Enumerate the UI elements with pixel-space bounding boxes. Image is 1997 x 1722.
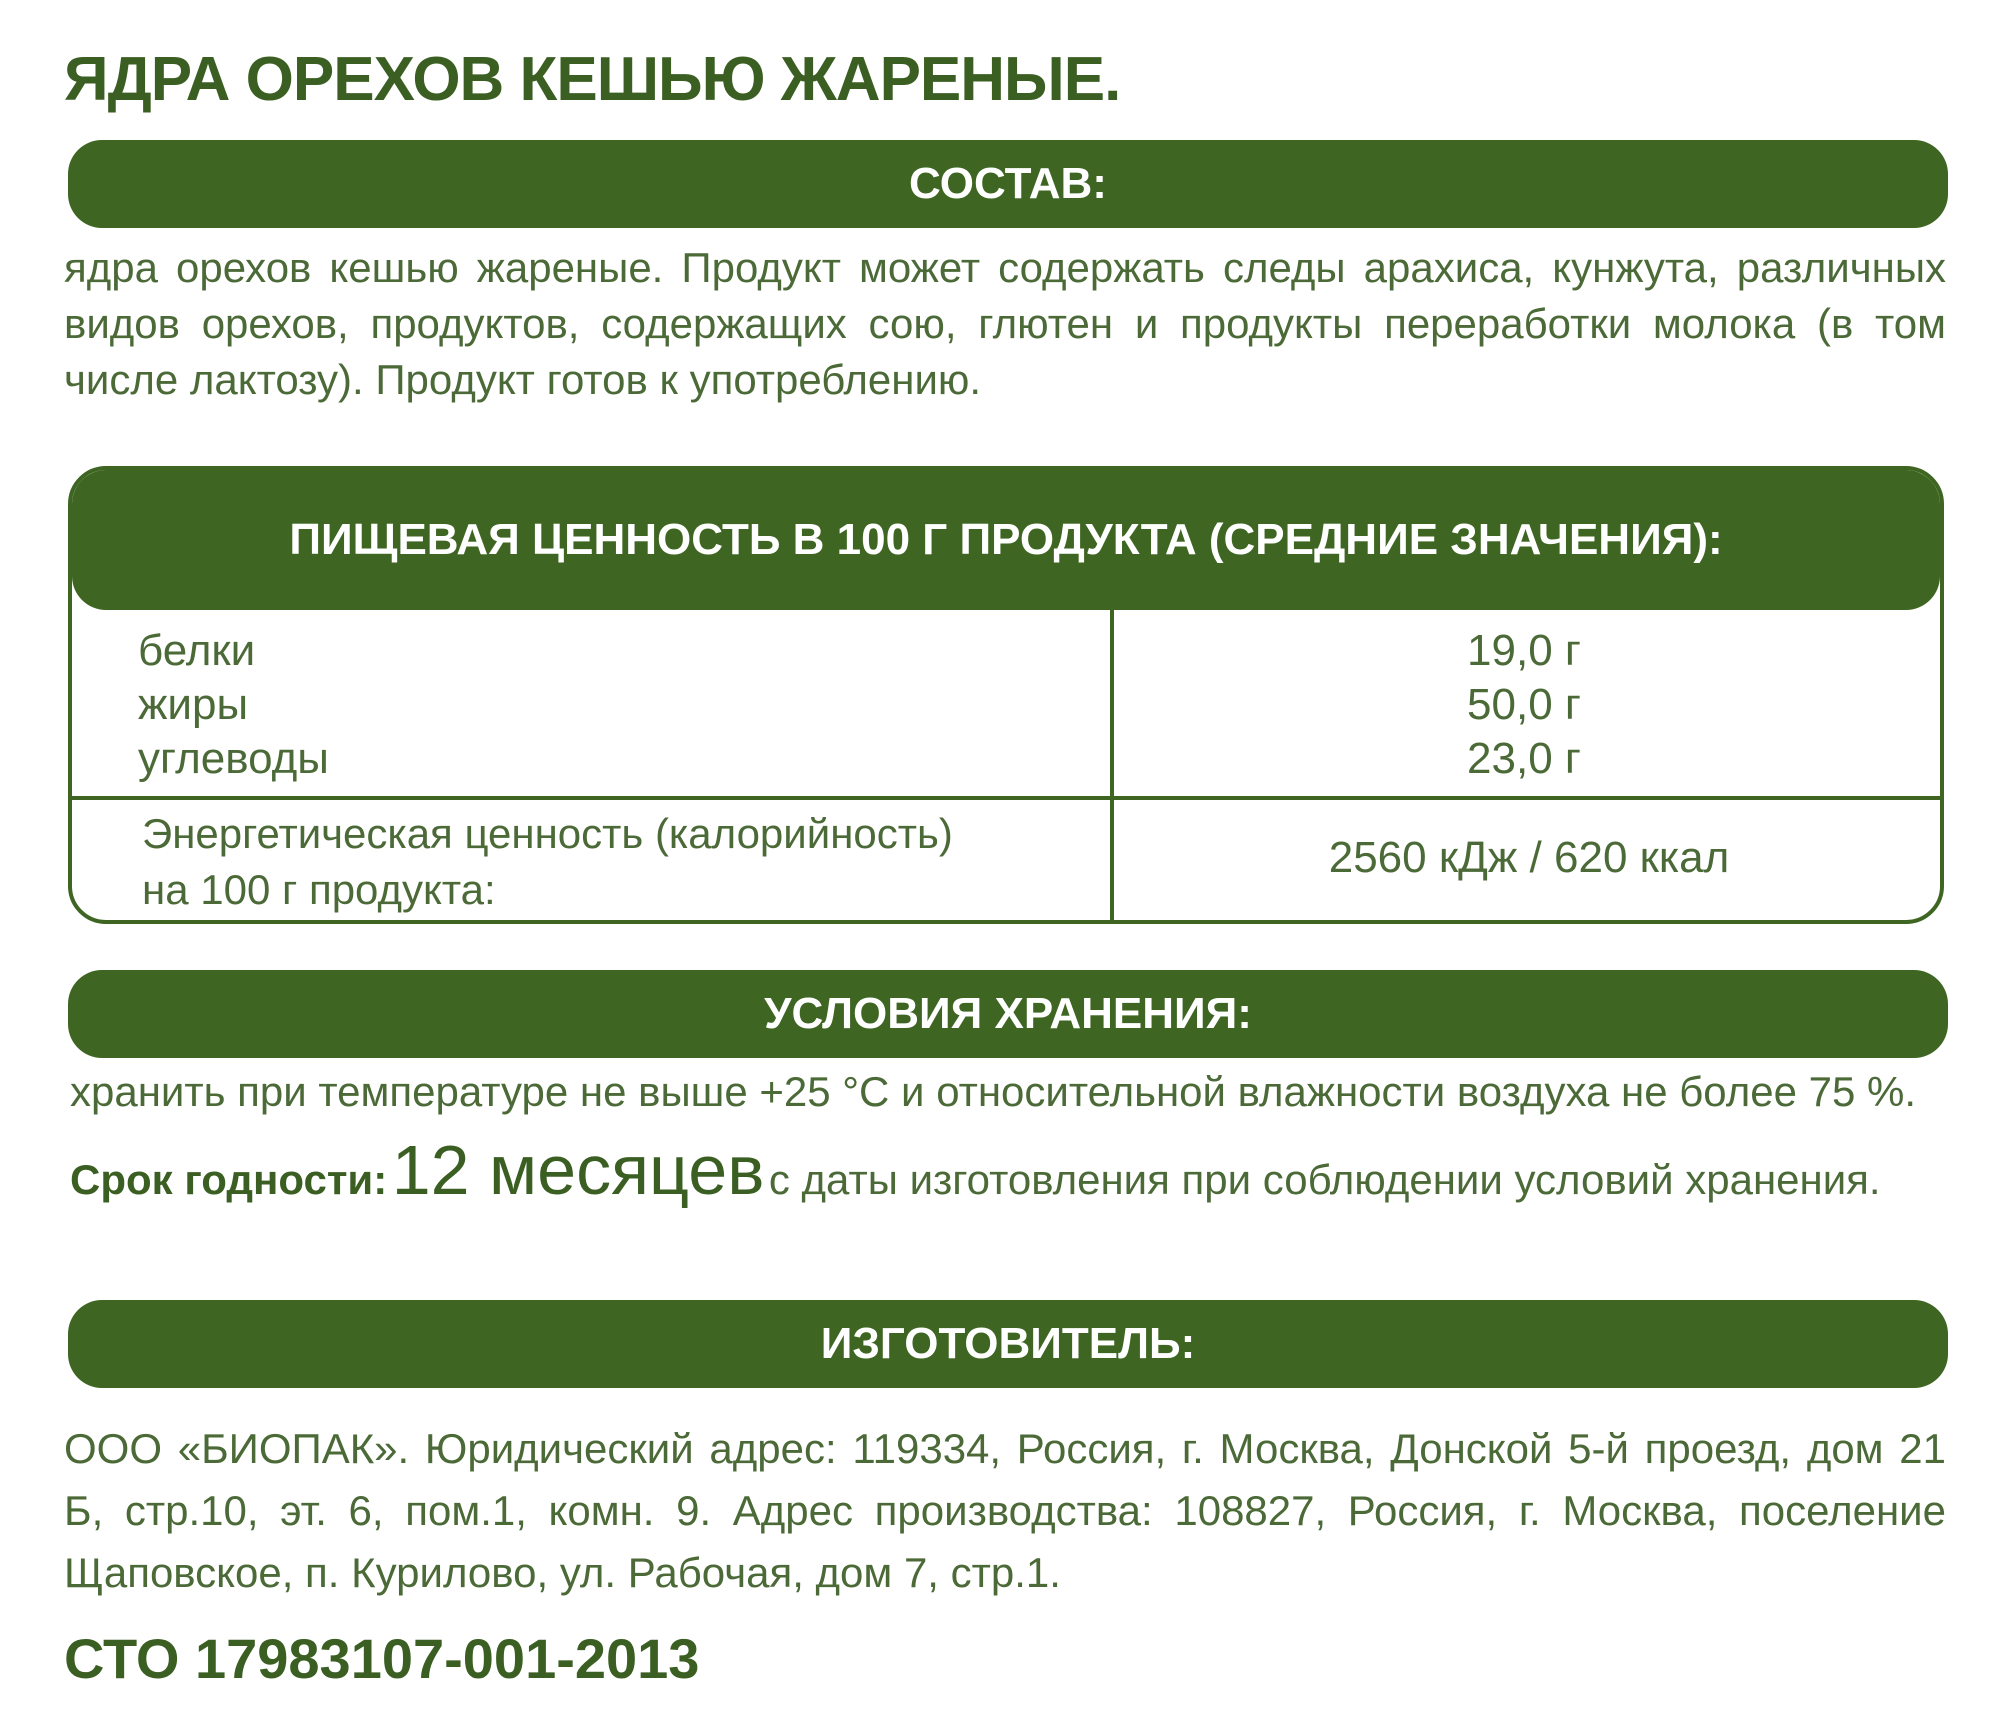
shelf-life-value: 12 месяцев	[391, 1131, 765, 1209]
product-title: ЯДРА ОРЕХОВ КЕШЬЮ ЖАРЕНЫЕ.	[64, 45, 1121, 114]
nutrient-value-carbs: 23,0 г	[1467, 734, 1581, 783]
composition-text: ядра орехов кешью жареные. Продукт может содержать следы арахиса, кунжута, различных видов орехов, продуктов, содержащих сою, глютен и продукты переработки молока (в том числе лактозу). Продукт готов к употреблению.	[64, 244, 1946, 403]
nutrient-name-protein: белки	[138, 626, 256, 675]
storage-heading-bar	[68, 970, 1948, 1058]
nutrient-value-fat: 50,0 г	[1467, 680, 1581, 729]
energy-label	[142, 806, 953, 918]
manufacturer-heading: ИЗГОТОВИТЕЛЬ:	[820, 1319, 1196, 1368]
nutrient-value-protein: 19,0 г	[1467, 626, 1581, 675]
nutrient-values	[1114, 624, 1944, 786]
nutrient-name-carbs: углеводы	[138, 734, 329, 783]
manufacturer-heading-bar	[68, 1300, 1948, 1388]
nutrition-heading-bar	[72, 470, 1940, 610]
nutrition-table	[68, 466, 1944, 924]
energy-label-line2: на 100 г продукта:	[142, 866, 496, 913]
storage-heading: УСЛОВИЯ ХРАНЕНИЯ:	[764, 989, 1252, 1038]
nutrient-names	[138, 624, 329, 786]
nutrient-name-fat: жиры	[138, 680, 249, 729]
nutrition-heading: ПИЩЕВАЯ ЦЕННОСТЬ В 100 Г ПРОДУКТА (СРЕДНИЕ ЗНАЧЕНИЯ):	[289, 515, 1723, 564]
table-horizontal-divider	[72, 796, 1940, 800]
standard-code: СТО 17983107-001-2013	[64, 1627, 700, 1690]
shelf-life-rest: с даты изготовления при соблюдении условий хранения.	[768, 1156, 1881, 1203]
shelf-life	[70, 1130, 1881, 1210]
composition-heading: СОСТАВ:	[909, 159, 1107, 208]
manufacturer-text: ООО «БИОПАК». Юридический адрес: 119334, Россия, г. Москва, Донской 5-й проезд, дом 21 Б, стр.10, эт. 6, пом.1, комн. 9. Адрес производства: 108827, Россия, г. Москва, поселение Щаповское, п. Курилово, ул. Рабочая, дом 7, стр.1.	[64, 1425, 1946, 1596]
energy-label-line1: Энергетическая ценность (калорийность)	[142, 810, 953, 857]
energy-value: 2560 кДж / 620 ккал	[1328, 833, 1730, 882]
storage-text: хранить при температуре не выше +25 °С и относительной влажности воздуха не более 75 %.	[70, 1068, 1917, 1115]
composition-heading-bar	[68, 140, 1948, 228]
shelf-life-label: Срок годности:	[70, 1156, 388, 1203]
